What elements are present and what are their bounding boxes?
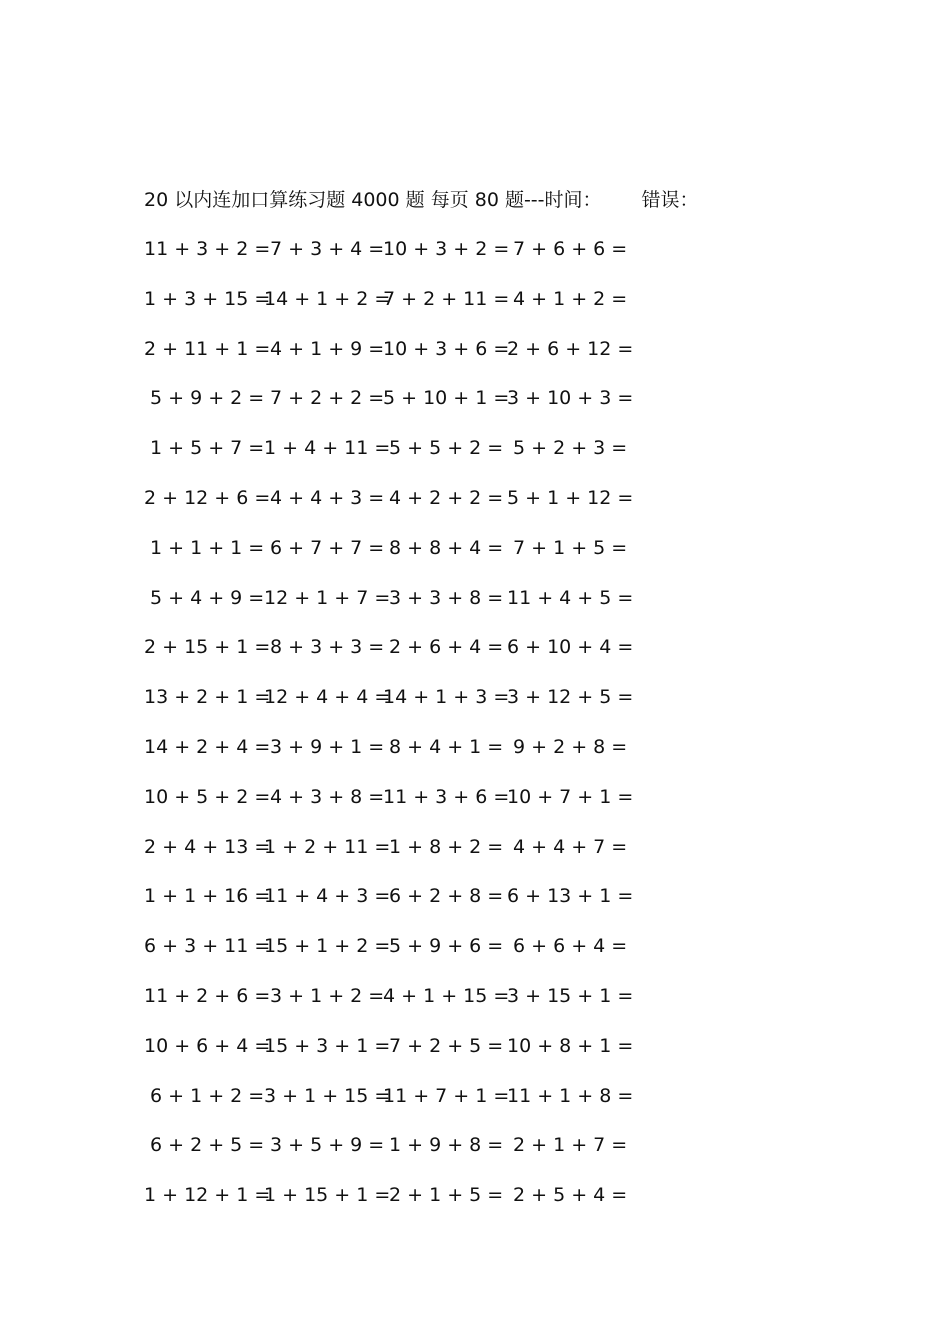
problem-cell: 6 + 13 + 1 = bbox=[507, 885, 634, 908]
problem-row bbox=[0, 284, 950, 334]
problem-cell: 1 + 15 + 1 = bbox=[264, 1184, 391, 1207]
problem-cell: 2 + 6 + 12 = bbox=[507, 337, 634, 360]
problem-cell: 7 + 1 + 5 = bbox=[513, 536, 628, 559]
problem-cell: 11 + 7 + 1 = bbox=[383, 1084, 510, 1107]
problem-cell: 14 + 2 + 4 = bbox=[144, 735, 271, 758]
worksheet-title: 20 以内连加口算练习题 4000 题 每页 80 题---时间： bbox=[144, 189, 602, 211]
problem-cell: 3 + 3 + 8 = bbox=[389, 586, 504, 609]
problem-cell: 3 + 12 + 5 = bbox=[507, 686, 634, 709]
errors-label: 错误： bbox=[641, 189, 699, 211]
problem-cell: 1 + 3 + 15 = bbox=[144, 287, 271, 310]
problem-cell: 10 + 3 + 2 = bbox=[383, 238, 510, 260]
problem-row bbox=[0, 334, 950, 384]
problem-cell: 15 + 3 + 1 = bbox=[264, 1034, 391, 1057]
problem-row bbox=[0, 1081, 950, 1131]
problem-row bbox=[0, 1180, 950, 1230]
problem-cell: 6 + 7 + 7 = bbox=[270, 536, 385, 559]
problem-cell: 4 + 1 + 9 = bbox=[270, 337, 385, 360]
problem-cell: 5 + 10 + 1 = bbox=[383, 387, 510, 410]
problem-row bbox=[0, 533, 950, 583]
problem-row bbox=[0, 583, 950, 633]
problem-row bbox=[0, 234, 950, 284]
problem-row bbox=[0, 632, 950, 682]
problem-cell: 4 + 1 + 15 = bbox=[383, 984, 510, 1007]
problem-row bbox=[0, 832, 950, 882]
problem-cell: 2 + 5 + 4 = bbox=[513, 1184, 628, 1207]
problem-row bbox=[0, 1130, 950, 1180]
problem-cell: 1 + 8 + 2 = bbox=[389, 835, 504, 858]
problem-cell: 5 + 2 + 3 = bbox=[513, 437, 628, 460]
problem-cell: 5 + 1 + 12 = bbox=[507, 486, 634, 509]
problem-cell: 4 + 1 + 2 = bbox=[513, 287, 628, 310]
problem-row bbox=[0, 981, 950, 1031]
problem-cell: 2 + 11 + 1 = bbox=[144, 337, 271, 360]
problem-cell: 6 + 2 + 5 = bbox=[150, 1134, 265, 1157]
problem-cell: 3 + 1 + 2 = bbox=[270, 984, 385, 1007]
problem-cell: 9 + 2 + 8 = bbox=[513, 735, 628, 758]
problem-cell: 6 + 2 + 8 = bbox=[389, 885, 504, 908]
problem-cell: 3 + 1 + 15 = bbox=[264, 1084, 391, 1107]
problem-cell: 10 + 6 + 4 = bbox=[144, 1034, 271, 1057]
problem-row bbox=[0, 433, 950, 483]
problem-cell: 7 + 6 + 6 = bbox=[513, 238, 628, 260]
problem-cell: 2 + 6 + 4 = bbox=[389, 636, 504, 659]
problem-cell: 8 + 4 + 1 = bbox=[389, 735, 504, 758]
problem-cell: 11 + 3 + 6 = bbox=[383, 785, 510, 808]
problem-row bbox=[0, 732, 950, 782]
problem-cell: 3 + 9 + 1 = bbox=[270, 735, 385, 758]
problem-cell: 10 + 5 + 2 = bbox=[144, 785, 271, 808]
problem-cell: 13 + 2 + 1 = bbox=[144, 686, 271, 709]
problem-cell: 1 + 9 + 8 = bbox=[389, 1134, 504, 1157]
problem-cell: 15 + 1 + 2 = bbox=[264, 935, 391, 958]
problem-cell: 1 + 1 + 1 = bbox=[150, 536, 265, 559]
problem-row bbox=[0, 782, 950, 832]
problem-cell: 4 + 3 + 8 = bbox=[270, 785, 385, 808]
problem-cell: 4 + 2 + 2 = bbox=[389, 486, 504, 509]
problem-cell: 11 + 4 + 5 = bbox=[507, 586, 634, 609]
problem-cell: 3 + 10 + 3 = bbox=[507, 387, 634, 410]
problem-cell: 5 + 9 + 2 = bbox=[150, 387, 265, 410]
problem-cell: 1 + 2 + 11 = bbox=[264, 835, 391, 858]
problem-cell: 11 + 1 + 8 = bbox=[507, 1084, 634, 1107]
problem-cell: 1 + 12 + 1 = bbox=[144, 1184, 271, 1207]
problem-grid bbox=[0, 234, 950, 1230]
problem-row bbox=[0, 1031, 950, 1081]
problem-cell: 2 + 12 + 6 = bbox=[144, 486, 271, 509]
problem-cell: 3 + 15 + 1 = bbox=[507, 984, 634, 1007]
problem-row bbox=[0, 881, 950, 931]
problem-row bbox=[0, 931, 950, 981]
problem-cell: 2 + 1 + 5 = bbox=[389, 1184, 504, 1207]
problem-row bbox=[0, 383, 950, 433]
problem-cell: 5 + 9 + 6 = bbox=[389, 935, 504, 958]
problem-cell: 6 + 6 + 4 = bbox=[513, 935, 628, 958]
problem-cell: 11 + 4 + 3 = bbox=[264, 885, 391, 908]
problem-cell: 11 + 3 + 2 = bbox=[144, 238, 271, 260]
problem-cell: 5 + 4 + 9 = bbox=[150, 586, 265, 609]
problem-cell: 14 + 1 + 3 = bbox=[383, 686, 510, 709]
problem-cell: 2 + 4 + 13 = bbox=[144, 835, 271, 858]
problem-cell: 11 + 2 + 6 = bbox=[144, 984, 271, 1007]
problem-cell: 12 + 1 + 7 = bbox=[264, 586, 391, 609]
problem-row bbox=[0, 483, 950, 533]
problem-cell: 4 + 4 + 7 = bbox=[513, 835, 628, 858]
problem-cell: 10 + 7 + 1 = bbox=[507, 785, 634, 808]
problem-cell: 6 + 10 + 4 = bbox=[507, 636, 634, 659]
problem-cell: 6 + 1 + 2 = bbox=[150, 1084, 265, 1107]
problem-cell: 5 + 5 + 2 = bbox=[389, 437, 504, 460]
problem-cell: 14 + 1 + 2 = bbox=[264, 287, 391, 310]
problem-cell: 2 + 1 + 7 = bbox=[513, 1134, 628, 1157]
problem-cell: 6 + 3 + 11 = bbox=[144, 935, 271, 958]
problem-cell: 8 + 8 + 4 = bbox=[389, 536, 504, 559]
problem-cell: 8 + 3 + 3 = bbox=[270, 636, 385, 659]
problem-cell: 1 + 4 + 11 = bbox=[264, 437, 391, 460]
problem-cell: 7 + 2 + 5 = bbox=[389, 1034, 504, 1057]
problem-cell: 7 + 2 + 11 = bbox=[383, 287, 510, 310]
problem-cell: 12 + 4 + 4 = bbox=[264, 686, 391, 709]
problem-row bbox=[0, 682, 950, 732]
problem-cell: 1 + 5 + 7 = bbox=[150, 437, 265, 460]
worksheet-header bbox=[144, 186, 699, 214]
problem-cell: 7 + 2 + 2 = bbox=[270, 387, 385, 410]
problem-cell: 1 + 1 + 16 = bbox=[144, 885, 271, 908]
problem-cell: 10 + 3 + 6 = bbox=[383, 337, 510, 360]
problem-cell: 4 + 4 + 3 = bbox=[270, 486, 385, 509]
problem-cell: 10 + 8 + 1 = bbox=[507, 1034, 634, 1057]
problem-cell: 2 + 15 + 1 = bbox=[144, 636, 271, 659]
problem-cell: 7 + 3 + 4 = bbox=[270, 238, 385, 260]
problem-cell: 3 + 5 + 9 = bbox=[270, 1134, 385, 1157]
